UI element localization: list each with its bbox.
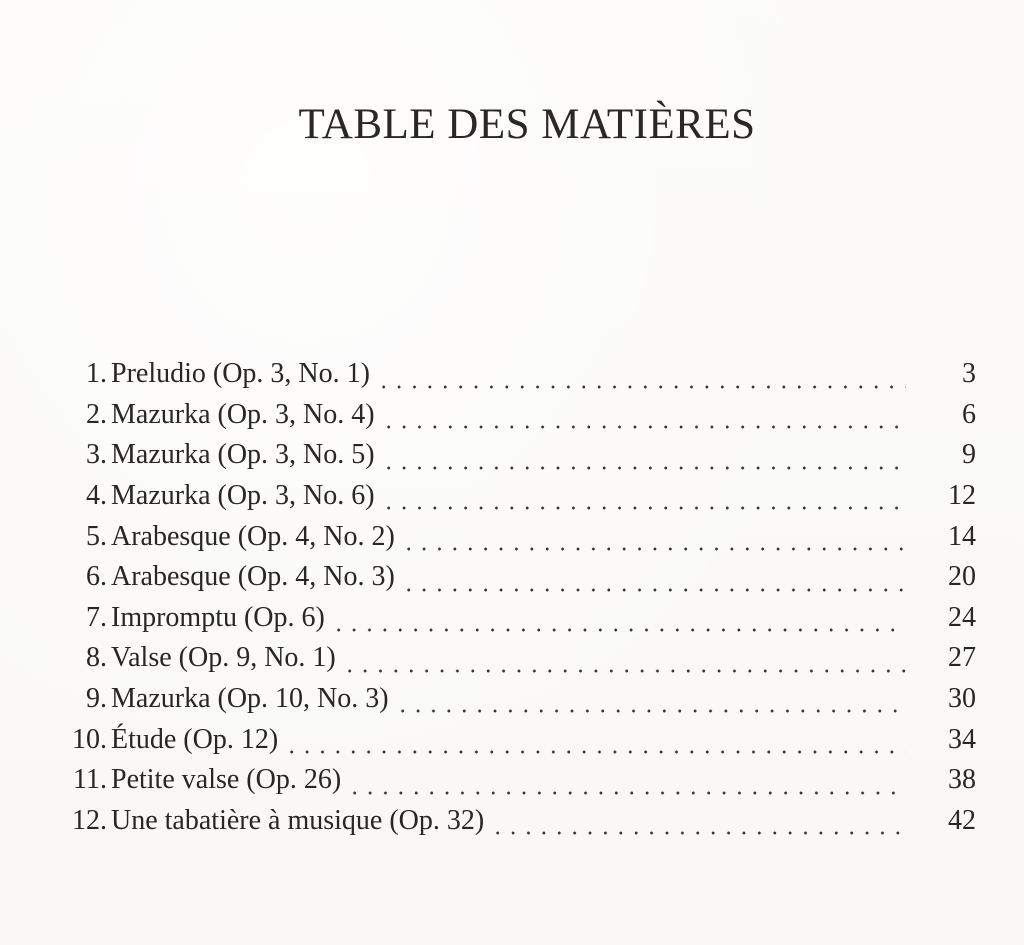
entry-page-number: 9 <box>962 439 976 471</box>
toc-entry <box>0 719 1024 760</box>
toc-entry <box>0 516 1024 557</box>
entry-title: Valse (Op. 9, No. 1) <box>111 642 336 674</box>
toc-entry <box>0 395 1024 436</box>
toc-entry <box>0 760 1024 801</box>
entry-page-number: 27 <box>948 642 976 674</box>
entry-page-number: 34 <box>948 723 976 755</box>
toc-entry <box>0 679 1024 720</box>
entry-number: 10. <box>72 723 107 755</box>
toc-entry <box>0 435 1024 476</box>
entry-number: 1. <box>86 358 107 390</box>
entry-page-number: 38 <box>948 764 976 796</box>
entry-number: 11. <box>73 764 107 796</box>
dot-leader <box>331 628 906 632</box>
dot-leader <box>376 385 906 389</box>
entry-number: 9. <box>86 683 107 715</box>
dot-leader <box>395 709 906 713</box>
toc-entry <box>0 557 1024 598</box>
page-title: TABLE DES MATIÈRES <box>298 101 756 148</box>
dot-leader <box>490 831 906 835</box>
entry-title: Preludio (Op. 3, No. 1) <box>111 358 370 390</box>
dot-leader <box>347 791 906 795</box>
entry-title: Mazurka (Op. 3, No. 5) <box>111 439 375 471</box>
dot-leader <box>381 506 906 510</box>
entry-title: Mazurka (Op. 3, No. 4) <box>111 398 375 430</box>
entry-number: 7. <box>86 601 107 633</box>
entry-number: 6. <box>86 561 107 593</box>
dot-leader <box>381 425 906 429</box>
toc-entry <box>0 476 1024 517</box>
entry-title: Mazurka (Op. 10, No. 3) <box>111 683 389 715</box>
entry-page-number: 12 <box>948 480 976 512</box>
entry-number: 3. <box>86 439 107 471</box>
entry-page-number: 24 <box>948 601 976 633</box>
entry-title: Mazurka (Op. 3, No. 6) <box>111 480 375 512</box>
toc-entry <box>0 801 1024 842</box>
entry-title: Petite valse (Op. 26) <box>111 764 342 796</box>
toc-entry <box>0 638 1024 679</box>
entry-number: 12. <box>72 804 107 836</box>
entry-page-number: 30 <box>948 683 976 715</box>
toc-entry <box>0 598 1024 639</box>
entry-title: Arabesque (Op. 4, No. 3) <box>111 561 395 593</box>
dot-leader <box>381 466 906 470</box>
dot-leader <box>401 588 906 592</box>
toc-entry <box>0 354 1024 395</box>
table-of-contents <box>0 354 1024 841</box>
entry-number: 8. <box>86 642 107 674</box>
dot-leader <box>342 669 906 673</box>
entry-number: 4. <box>86 480 107 512</box>
entry-title: Étude (Op. 12) <box>111 723 279 755</box>
entry-page-number: 3 <box>962 358 976 390</box>
entry-title: Arabesque (Op. 4, No. 2) <box>111 520 395 552</box>
entry-title: Une tabatière à musique (Op. 32) <box>111 804 485 836</box>
entry-number: 2. <box>86 398 107 430</box>
entry-title: Impromptu (Op. 6) <box>111 601 325 633</box>
entry-page-number: 20 <box>948 561 976 593</box>
dot-leader <box>401 547 906 551</box>
dot-leader <box>284 750 906 754</box>
entry-page-number: 6 <box>962 398 976 430</box>
entry-page-number: 42 <box>948 804 976 836</box>
entry-number: 5. <box>86 520 107 552</box>
entry-page-number: 14 <box>948 520 976 552</box>
